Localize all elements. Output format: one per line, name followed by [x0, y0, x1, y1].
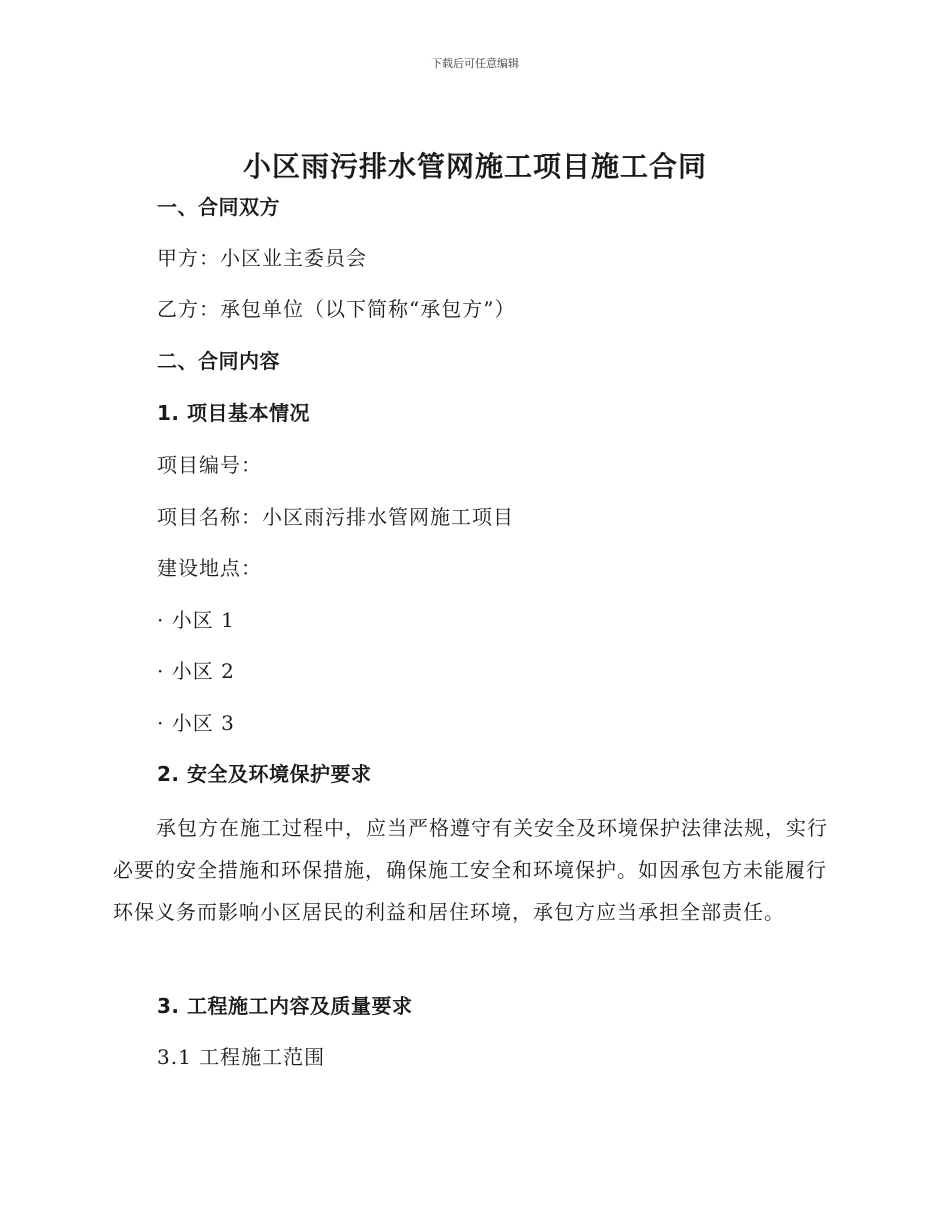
section-heading-parties: 一、合同双方 [157, 195, 280, 219]
project-name: 项目名称：小区雨污排水管网施工项目 [157, 505, 514, 529]
construction-scope-item: 3.1 工程施工范围 [157, 1045, 326, 1069]
list-item: · 小区 1 [157, 608, 235, 632]
document-title: 小区雨污排水管网施工项目施工合同 [242, 150, 707, 183]
subsection-heading-construction: 3. 工程施工内容及质量要求 [157, 994, 413, 1018]
subsection-heading-safety: 2. 安全及环境保护要求 [157, 762, 372, 786]
header-note: 下载后可任意编辑 [431, 57, 519, 70]
subsection-heading-basic-info: 1. 项目基本情况 [157, 401, 310, 425]
location-label: 建设地点： [157, 556, 262, 580]
project-number: 项目编号： [157, 453, 262, 477]
section-heading-content: 二、合同内容 [157, 349, 280, 373]
list-item: · 小区 2 [157, 659, 235, 683]
list-item: · 小区 3 [157, 711, 235, 735]
party-b: 乙方：承包单位（以下简称“承包方”） [157, 297, 516, 321]
party-a: 甲方：小区业主委员会 [157, 246, 367, 270]
safety-paragraph: 承包方在施工过程中，应当严格遵守有关安全及环境保护法律法规，实行必要的安全措施和环保措施，确保施工安全和环境保护。如因承包方未能履行环保义务而影响小区居民的利益和居住环境，承包方应当承担全部责任。 [113, 816, 828, 924]
